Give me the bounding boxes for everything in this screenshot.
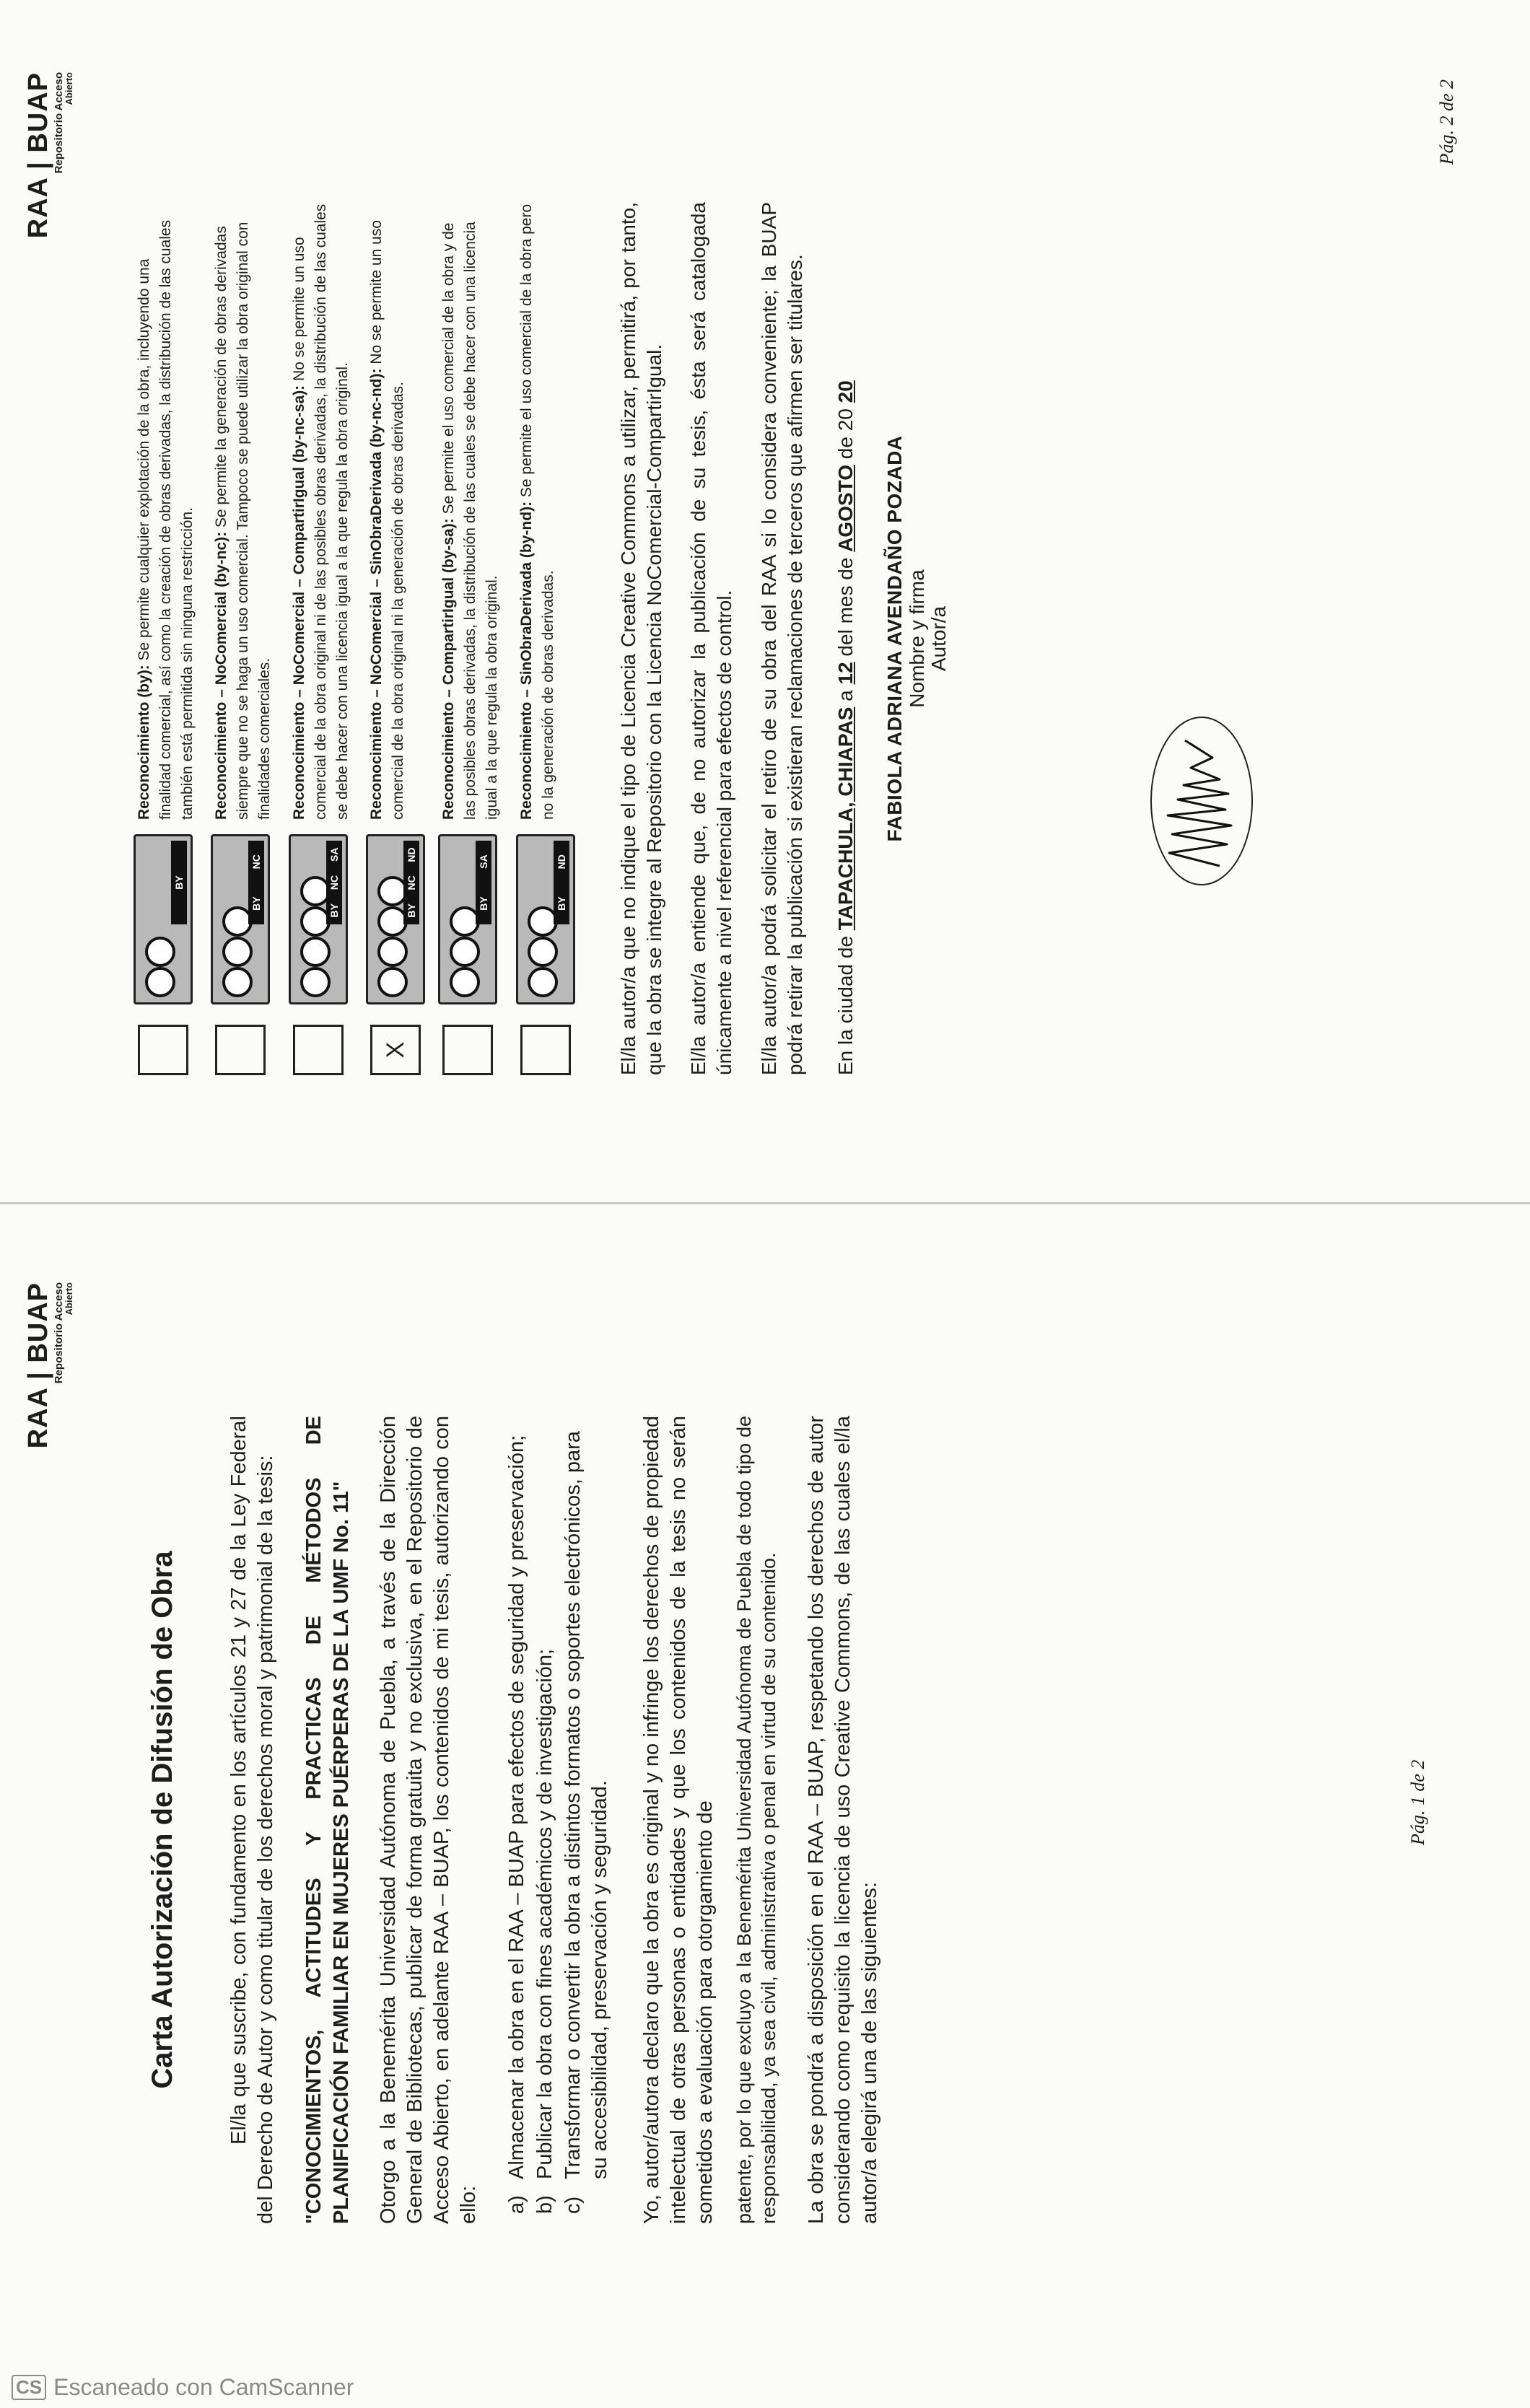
- badge-code: BY: [328, 903, 340, 918]
- page-title: Carta Autorización de Difusión de Obra: [147, 1551, 178, 2089]
- grant-paragraph: Otorgo a la Benemérita Universidad Autónoma de Puebla, a través de la Dirección General de Bibliotecas, publicar de forma gratuita y no exclusiva, en el Repositorio de Acceso Abierto, en adelante RAA – BUAP, los contenidos de mi tesis, autorizando con ello:: [376, 1416, 480, 2224]
- cc-license-badge-icon: [289, 834, 348, 1004]
- cc-license-badge-icon: [211, 834, 270, 1004]
- page-2: [0, 0, 1530, 1198]
- badge-code: ND: [555, 854, 567, 870]
- license-description: [438, 202, 502, 820]
- list-item: a) Almacenar la obra en el RAA – BUAP para efectos de seguridad y preservación;: [505, 1435, 529, 2214]
- license-text: No se permite un uso comercial de la obra original ni de las posibles obras derivadas, la distribución de las cuales se debe hacer con una licencia igual a la que regula la obra original.: [290, 203, 351, 820]
- withdraw-paragraph: El/la autor/a podrá solicitar el retiro de su obra del RAA si lo considera conveniente; la BUAP podrá retirar la publicación si existieran reclamaciones de terceros que afirmen ser titulares.: [758, 202, 806, 1075]
- badge-code: SA: [328, 847, 340, 862]
- raa-buap-logo: [25, 1282, 74, 1448]
- page-2-body: [134, 202, 950, 1075]
- license-option: [516, 202, 575, 1075]
- license-name: Reconocimiento – NoComercial – SinObraDerivada (by-nc-nd):: [368, 368, 385, 820]
- badge-code: NC: [328, 875, 340, 890]
- license-name: Reconocimiento (by):: [136, 665, 152, 820]
- badge-code: SA: [478, 854, 490, 869]
- signature-caption: Nombre y firma: [905, 569, 928, 708]
- not-authorize-paragraph: El/la autor/a entiende que, de no autorizar la publicación de su tesis, ésta será catalogada únicamente a nivel referencial para efectos de control.: [687, 202, 736, 1075]
- authorization-list: [504, 1416, 613, 2224]
- license-option: [134, 202, 198, 1075]
- logo-mark: RAA | BUAP: [23, 1282, 53, 1449]
- raa-buap-logo: RAA | BUAP Repositorio Acceso Abierto: [23, 72, 74, 239]
- camscanner-label: Escaneado con CamScanner: [53, 2374, 354, 2400]
- list-item: b) Publicar la obra con fines académicos y de investigación;: [533, 1648, 557, 2214]
- badge-code: NC: [250, 854, 263, 870]
- license-name: Reconocimiento – NoComercial (by-nc):: [213, 531, 230, 820]
- license-description: [211, 202, 275, 820]
- signer-name: FABIOLA ADRIANA AVENDAÑO POZADA: [883, 435, 906, 842]
- badge-code: BY: [478, 896, 490, 911]
- license-checkbox[interactable]: [442, 1025, 493, 1075]
- badge-code: BY: [250, 896, 263, 911]
- license-text: Se permite el uso comercial de la obra y de las posibles obras derivadas, la distribución de las cuales se debe hacer con una licencia igual a la que regula la obra original.: [440, 222, 500, 820]
- page-1-body: [115, 1416, 905, 2224]
- license-text: No se permite un uso comercial de la obra original ni la generación de obras derivadas.: [368, 220, 407, 820]
- badge-code: ND: [406, 847, 418, 862]
- license-checkbox[interactable]: [293, 1025, 344, 1075]
- default-license-paragraph: El/la autor/a que no indique el tipo de Licencia Creative Commons a utilizar, permitirá, por tanto, que la obra se integre al Repositorio con la Licencia NoComercial-CompartirIgual.: [616, 202, 665, 1075]
- license-text: Se permite cualquier explotación de la obra, incluyendo una finalidad comercial, así como la creación de obras derivadas, la distribución de las cuales también está permitida sin ninguna restricción.: [136, 219, 196, 820]
- license-option: [211, 202, 275, 1075]
- badge-code: NC: [406, 875, 418, 890]
- page-number: Pág. 2 de 2: [1436, 79, 1457, 165]
- intro-paragraph: El/la que suscribe, con fundamento en los artículos 21 y 27 de la Ley Federal del Derecho de Autor y como titular de los derechos moral y patrimonial de la tesis:: [227, 1416, 278, 2224]
- license-list: [134, 202, 575, 1075]
- license-name: Reconocimiento – SinObraDerivada (by-nd):: [517, 501, 535, 820]
- license-checkbox[interactable]: X: [370, 1025, 421, 1075]
- license-text: Se permite la generación de obras derivadas siempre que no se haga un uso comercial. Tampoco se puede utilizar la obra original con finalidades comerciales.: [213, 222, 274, 820]
- camscanner-watermark: [12, 2374, 354, 2401]
- month-value: AGOSTO: [834, 464, 857, 552]
- declaration-paragraph: Yo, autor/autora declaro que la obra es original y no infringe los derechos de propiedad intelectual de otras personas o entidades y que los contenidos de la tesis no serán sometidos a evaluación para otorgamiento de: [639, 1416, 717, 2224]
- signature-role: Autor/a: [927, 605, 950, 672]
- handwritten-signature: [1140, 707, 1263, 895]
- place-date-line: En la ciudad de TAPACHULA, CHIAPAS a 12 del mes de AGOSTO de 20 20: [834, 380, 857, 1075]
- license-checkbox[interactable]: [138, 1025, 188, 1075]
- license-name: Reconocimiento – CompartirIgual (by-sa):: [440, 518, 458, 820]
- badge-code: BY: [173, 875, 185, 890]
- logo-line2: Abierto: [64, 1282, 74, 1315]
- license-option: [438, 202, 502, 1075]
- cc-license-badge-icon: [438, 834, 497, 1004]
- license-checkbox[interactable]: [215, 1025, 266, 1075]
- page-fold: [0, 1202, 1530, 1204]
- city-value: TAPACHULA, CHIAPAS: [834, 706, 857, 931]
- availability-paragraph: La obra se pondrá a disposición en el RAA – BUAP, respetando los derechos de autor considerando como requisito la licencia de uso Creative Commons, de las cuales el/la autor/a elegirá una de las siguientes:: [804, 1416, 882, 2224]
- license-option: [366, 202, 425, 1075]
- cc-license-badge-icon: [366, 834, 425, 1004]
- badge-code: BY: [555, 896, 567, 911]
- license-option: [289, 202, 353, 1075]
- license-text: Se permite el uso comercial de la obra pero no la generación de obras derivadas.: [517, 203, 556, 820]
- list-item: c) Transformar o convertir la obra a distintos formatos o soportes electrónicos, para su accesibilidad, preservación y seguridad.: [561, 1431, 612, 2214]
- declaration-paragraph-2: patente, por lo que excluyo a la Benemérita Universidad Autónoma de Puebla de todo tipo de responsabilidad, ya sea civil, administrativa o penal en virtud de su contenido.: [733, 1416, 780, 2224]
- page-1: [0, 1210, 1530, 2408]
- year-value: 20: [834, 380, 857, 403]
- license-description: [516, 202, 559, 820]
- day-value: 12: [834, 662, 857, 685]
- license-checkbox[interactable]: [520, 1025, 571, 1075]
- page-number: Pág. 1 de 2: [1407, 1759, 1428, 1845]
- camscanner-icon: CS: [12, 2375, 46, 2400]
- license-description: [366, 202, 409, 820]
- cc-license-badge-icon: [134, 834, 193, 1004]
- license-description: [289, 202, 353, 820]
- license-name: Reconocimiento – NoComercial – CompartirIgual (by-nc-sa):: [290, 385, 307, 820]
- license-description: [134, 202, 198, 820]
- logo-line1: Repositorio Acceso: [53, 1282, 65, 1384]
- cc-license-badge-icon: [516, 834, 575, 1004]
- badge-code: BY: [406, 903, 418, 918]
- thesis-title: "CONOCIMIENTOS, ACTITUDES Y PRACTICAS DE MÉTODOS DE PLANIFICACIÓN FAMILIAR EN MUJERES PUÉRPERAS DE LA UMF No. 11": [302, 1416, 353, 2224]
